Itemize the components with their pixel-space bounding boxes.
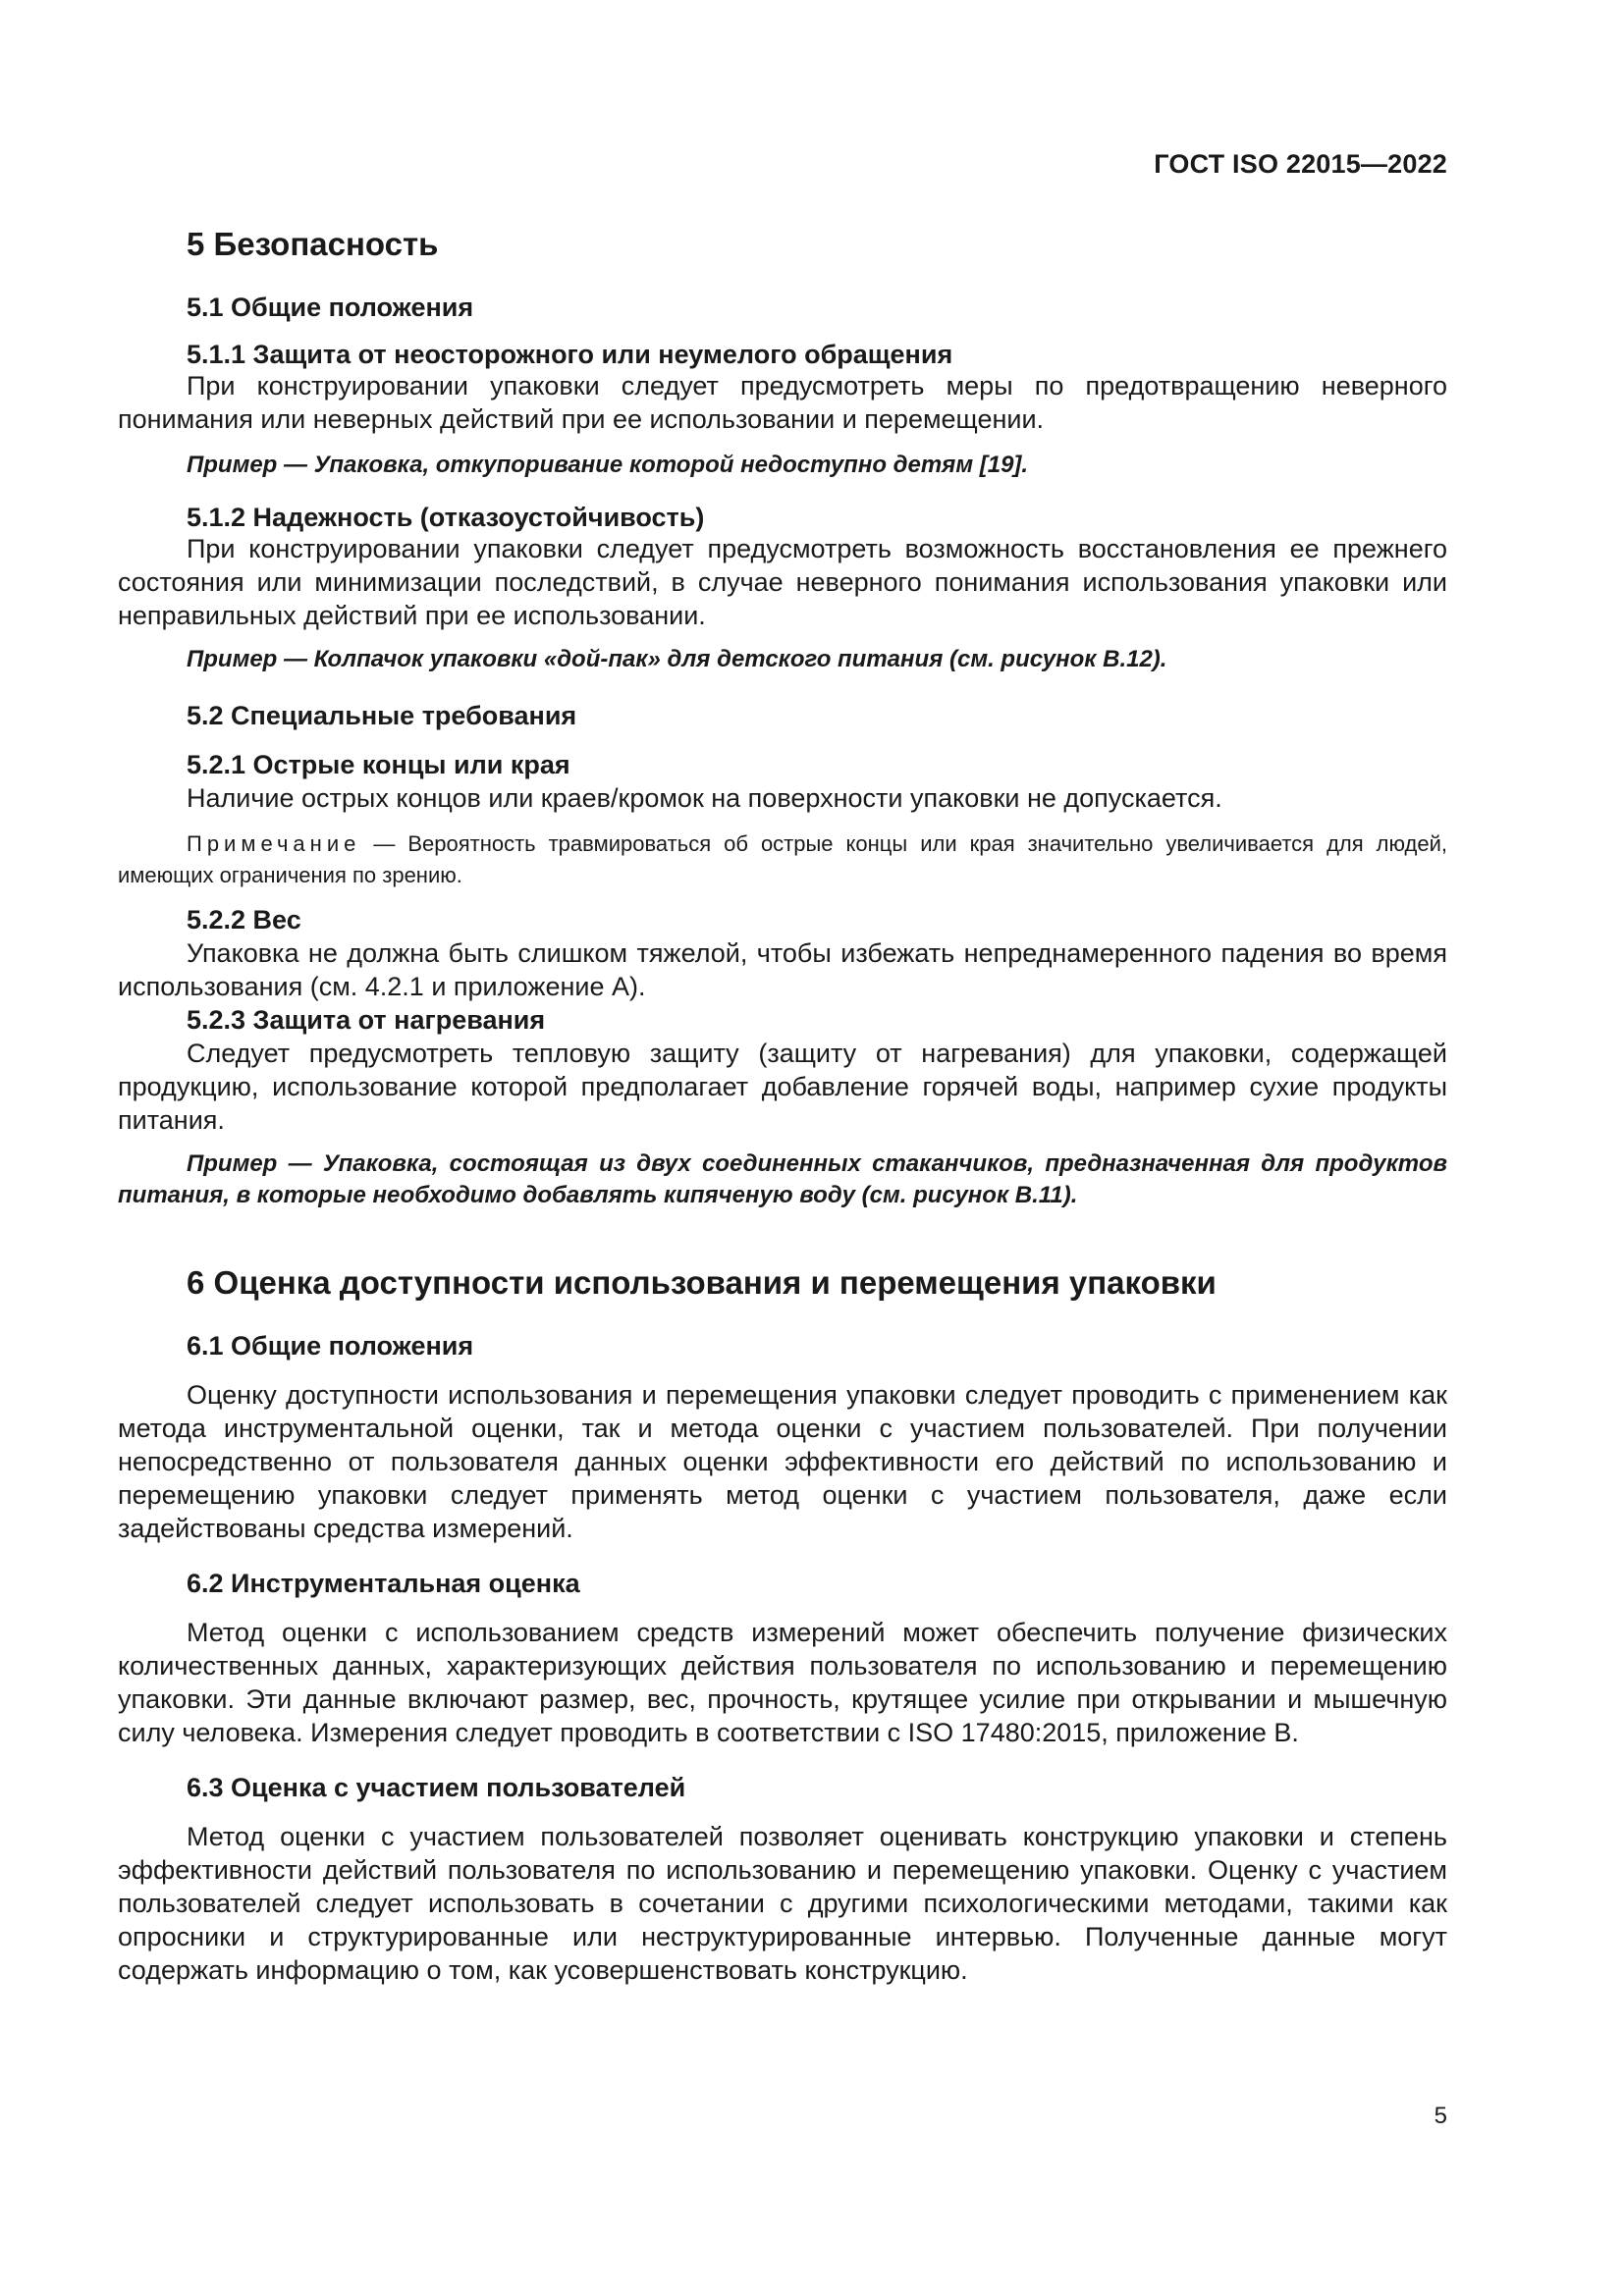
section-6-title: 6 Оценка доступности использования и перемещения упаковки [187,1264,1217,1301]
section-5-2-2-title: 5.2.2 Вес [187,905,301,934]
section-6-1-title: 6.1 Общие положения [187,1331,474,1361]
section-6-3-text: Метод оценки с участием пользователей позволяет оценивать конструкцию упаковки и степень эффективности действий пользователя по использованию и перемещению упаковки. Оценку с участием пользователей следует использовать в сочетании с другими психологическими методами, такими как опросники и структурированные или неструктурированные интервью. Полученные данные могут содержать информацию о том, как усовершенствовать конструкцию. [118,1822,1447,1985]
section-5-1-1-text: При конструировании упаковки следует предусмотреть меры по предотвращению неверного понимания или неверных действий при ее использовании и перемещении. [118,371,1447,434]
note-label: Примечание [187,831,361,856]
section-5-title: 5 Безопасность [187,226,439,262]
section-5-1-1-example: Пример — Упаковка, откупоривание которой недоступно детям [19]. [187,452,1029,478]
section-5-1-2-example: Пример — Колпачок упаковки «дой-пак» для детского питания (см. рисунок В.12). [187,646,1167,672]
section-6-3-title: 6.3 Оценка с участием пользователей [187,1773,686,1802]
section-5-1-1-title: 5.1.1 Защита от неосторожного или неумелого обращения [187,340,953,369]
section-5-2-1-title: 5.2.1 Острые концы или края [187,750,570,779]
section-5-1-title: 5.1 Общие положения [187,293,474,322]
section-5-2-1-note [118,828,1447,891]
section-5-2-1-text: Наличие острых концов или краев/кромок на поверхности упаковки не допускается. [187,783,1222,813]
section-5-2-title: 5.2 Специальные требования [187,701,577,730]
note-text: — Вероятность травмироваться об острые концы или края значительно увеличивается для людей, имеющих ограничения по зрению. [118,831,1447,887]
section-5-2-3-example: Пример — Упаковка, состоящая из двух соединенных стаканчиков, предназначенная для продуктов питания, в которые необходимо добавлять кипяченую воду (см. рисунок В.11). [118,1150,1447,1208]
section-5-1-2-text: При конструировании упаковки следует предусмотреть возможность восстановления ее прежнего состояния или минимизации последствий, в случае неверного понимания использования упаковки или неправильных действий при ее использовании. [118,534,1447,630]
section-6-2-text: Метод оценки с использованием средств измерений может обеспечить получение физических количественных данных, характеризующих действия пользователя по использованию и перемещению упаковки. Эти данные включают размер, вес, прочность, крутящее усилие при открывании и мышечную силу человека. Измерения следует проводить в соответствии с ISO 17480:2015, приложение В. [118,1618,1447,1747]
section-5-2-3-text: Следует предусмотреть тепловую защиту (защиту от нагревания) для упаковки, содержащей продукцию, использование которой предполагает добавление горячей воды, например сухие продукты питания. [118,1039,1447,1135]
section-5-2-2-text: Упаковка не должна быть слишком тяжелой, чтобы избежать непреднамеренного падения во время использования (см. 4.2.1 и приложение А). [118,938,1447,1001]
section-5-1-2-title: 5.1.2 Надежность (отказоустойчивость) [187,503,705,532]
section-5-2-3-title: 5.2.3 Защита от нагревания [187,1005,546,1035]
document-header: ГОСТ ISO 22015—2022 [1154,149,1447,179]
section-6-1-text: Оценку доступности использования и перемещения упаковки следует проводить с применением как метода инструментальной оценки, так и метода оценки с участием пользователей. При получении непосредственно от пользователя данных оценки эффективности его действий по использованию и перемещению упаковки следует применять метод оценки с участием пользователя, даже если задействованы средства измерений. [118,1380,1447,1543]
page-number: 5 [1434,2103,1447,2129]
section-6-2-title: 6.2 Инструментальная оценка [187,1569,580,1598]
